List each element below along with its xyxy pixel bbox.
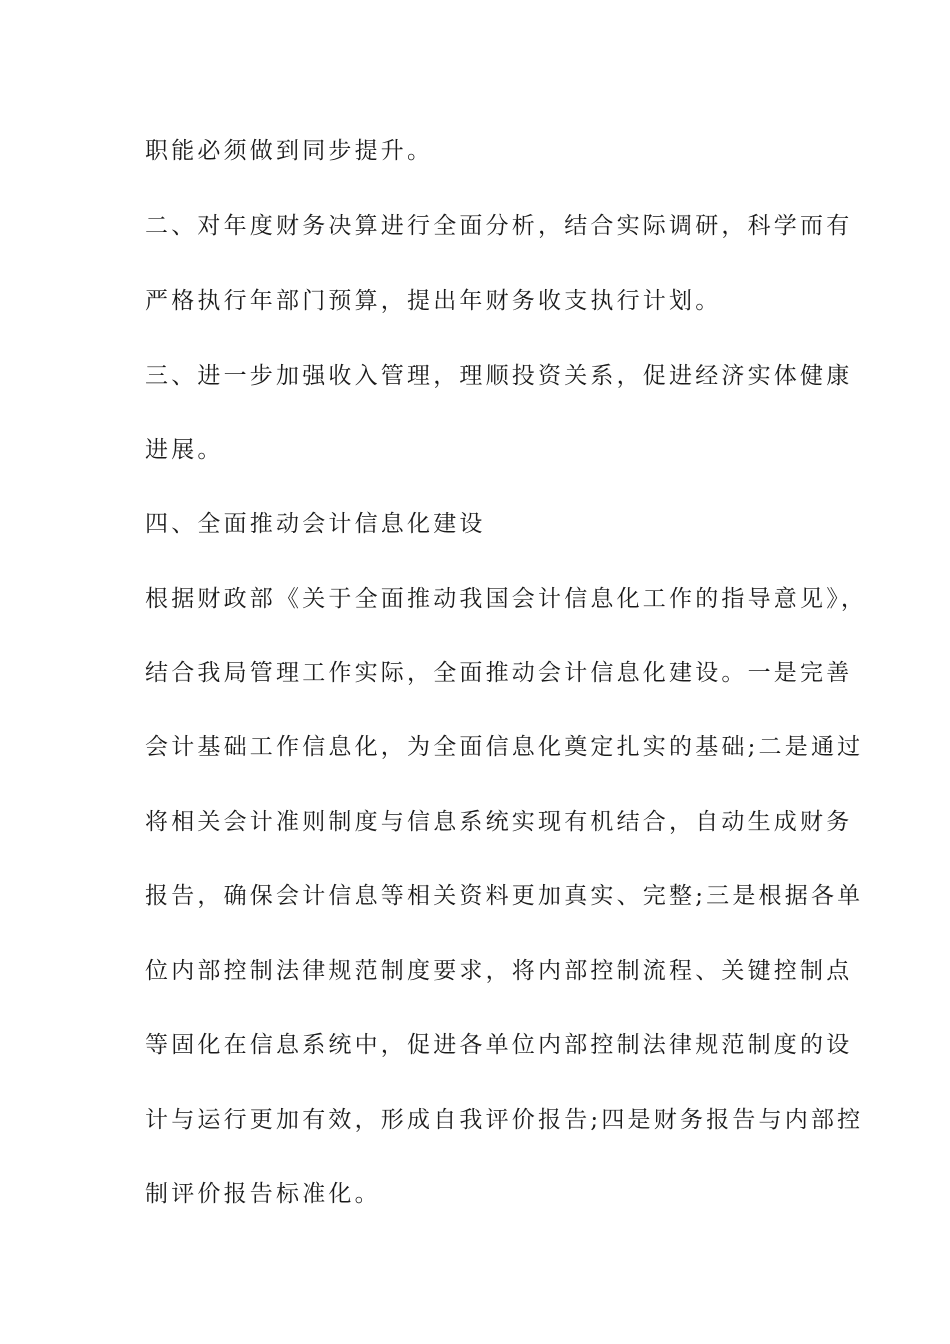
paragraph-line: 制评价报告标准化。 xyxy=(145,1181,381,1207)
section-heading-2: 二、对年度财务决算进行全面分析，结合实际调研，科学而有 xyxy=(145,213,853,239)
paragraph-line: 严格执行年部门预算，提出年财务收支执行计划。 xyxy=(145,288,722,314)
paragraph-line: 进展。 xyxy=(145,437,224,463)
paragraph-line: 职能必须做到同步提升。 xyxy=(145,138,434,164)
paragraph-line: 位内部控制法律规范制度要求，将内部控制流程、关键控制点 xyxy=(145,958,853,984)
section-heading-3: 三、进一步加强收入管理，理顺投资关系，促进经济实体健康 xyxy=(145,363,853,389)
paragraph-line: 等固化在信息系统中，促进各单位内部控制法律规范制度的设 xyxy=(145,1032,853,1058)
paragraph-line: 报告，确保会计信息等相关资料更加真实、完整;三是根据各单 xyxy=(145,883,864,909)
paragraph-line: 会计基础工作信息化，为全面信息化奠定扎实的基础;二是通过 xyxy=(145,734,864,760)
paragraph-line: 根据财政部《关于全面推动我国会计信息化工作的指导意见》， xyxy=(145,586,868,612)
paragraph-line: 计与运行更加有效，形成自我评价报告;四是财务报告与内部控 xyxy=(145,1107,864,1133)
paragraph-line: 将相关会计准则制度与信息系统实现有机结合，自动生成财务 xyxy=(145,809,853,835)
paragraph-line: 结合我局管理工作实际，全面推动会计信息化建设。一是完善 xyxy=(145,660,853,686)
section-heading-4: 四、全面推动会计信息化建设 xyxy=(145,511,486,537)
